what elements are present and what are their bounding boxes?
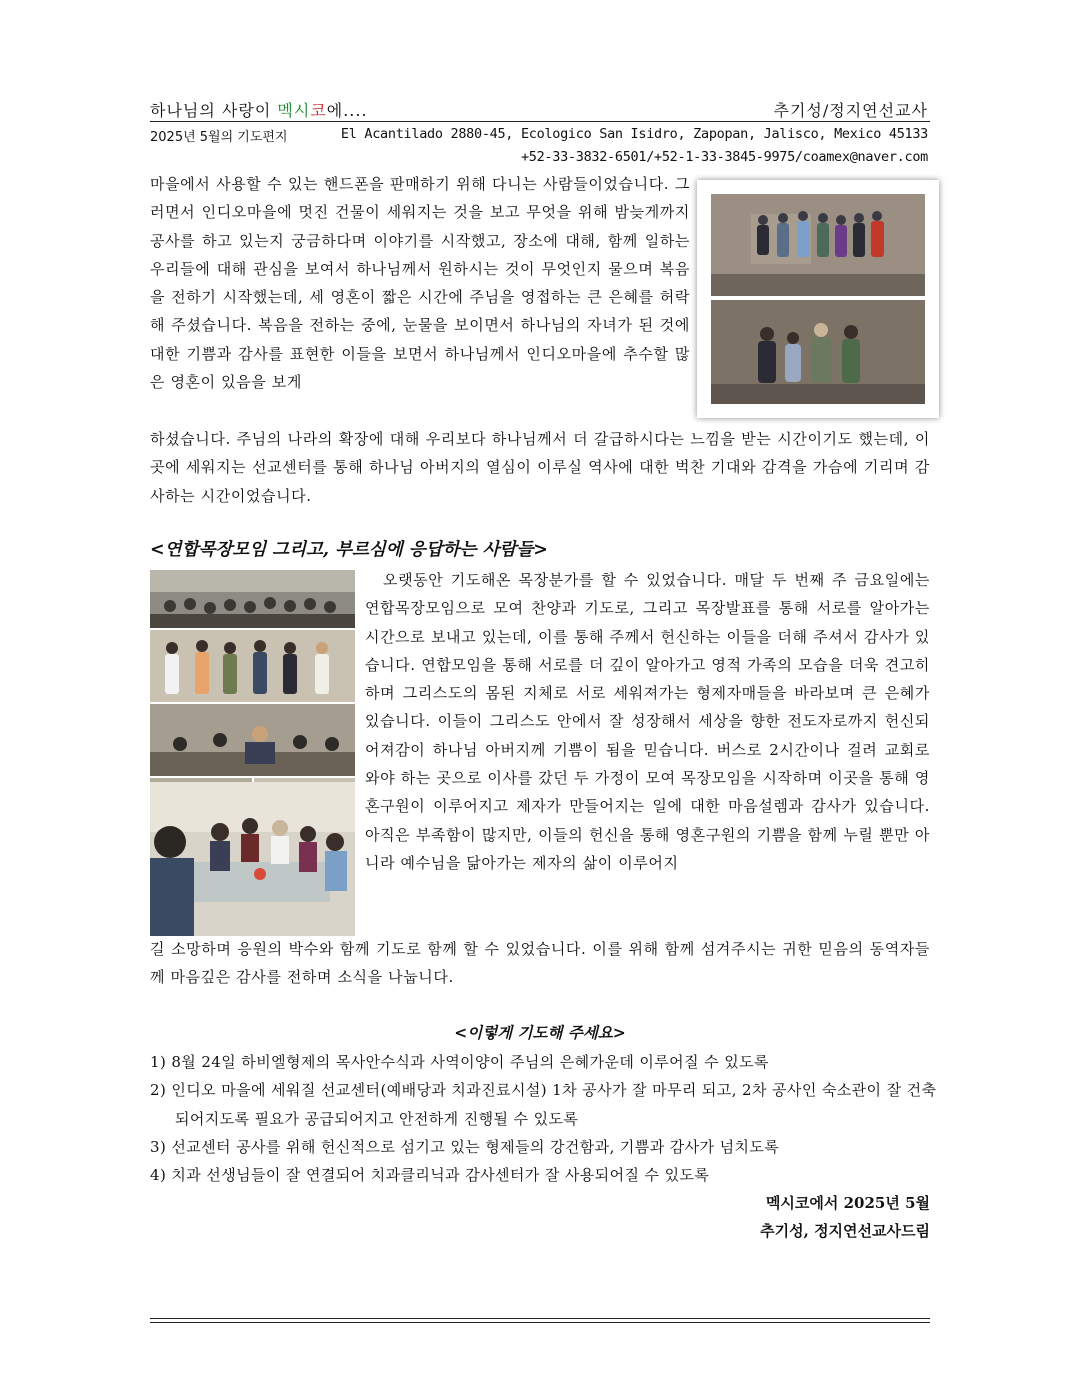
- footer-rule-second: [150, 1322, 930, 1323]
- prayer-item: 3) 선교센터 공사를 위해 헌신적으로 섬기고 있는 형제들의 강건함과, 기쁨과 감사가 넘치도록: [150, 1137, 780, 1156]
- closing-date: 멕시코에서 2025년 5월: [765, 1194, 930, 1212]
- members-photo: [150, 630, 355, 702]
- paragraph-3: 오랫동안 기도해온 목장분가를 할 수 있었습니다. 매달 두 번째 주 금요일에는 연합목장모임으로 모여 찬양과 기도로, 그리고 목장발표를 통해 서로를 알아가는 시간으로 보내고 있는데, 이를 통해 주께서 헌신하는 이들을 더해 주셔서 감사가 있습니다. 연합모임을 통해 서로를 더 깊이 알아가고 영적 가족의 모습을 더욱 견고히 하며 그리스도의 몸된 지체로 서로 세워져가는 형제자매들을 바라보며 큰 은혜가 있습니다. 이들이 그리스도 안에서 잘 성장해서 세상을 향한 전도자로까지 헌신되어져감이 하나님 아버지께 기쁨이 됨을 믿습니다. 버스로 2시간이나 걸려 교회로 와야 하는 곳으로 이사를 갔던 두 가정이 모여 목장모임을 시작하며 이곳을 통해 영혼구원이 이루어지고 제자가 만들어지는 일에 대한 마음설렘과 감사가 있습니다. 아직은 부족함이 많지만, 이들의 헌신을 통해 영혼구원의 기쁨을 함께 누릴 뿐만 아니라 예수님을 닮아가는 제자의 삶이 이루어지: [365, 571, 930, 872]
- group-discussion-photo: [150, 704, 355, 776]
- prayer-item: 2) 인디오 마을에 세워질 선교센터(예배당과 치과진료시설) 1차 공사가 잘 마무리 되고, 2차 공사인 숙소관이 잘 건축되어지도록 필요가 공급되어지고 안전하게 진행될 수 있도록: [150, 1081, 937, 1128]
- title-text: 하나님의 사랑이: [150, 101, 278, 120]
- paragraph-2: 하셨습니다. 주님의 나라의 확장에 대해 우리보다 하나님께서 더 갈급하시다는 느낌을 받는 시간이기도 했는데, 이곳에 세워지는 선교센터를 통해 하나님 아버지의 열심이 이루실 역사에 대한 벅찬 기대와 감격을 가슴에 기리며 감사하는 시간이었습니다.: [150, 430, 930, 505]
- home-gathering-photo: [150, 782, 355, 936]
- prayer-title: <이렇게 기도해 주세요>: [454, 1023, 626, 1042]
- paragraph-4: 길 소망하며 응원의 박수와 함께 기도로 함께 할 수 있었습니다. 이를 위해 함께 섬겨주시는 귀한 믿음의 동역자들께 마음깊은 감사를 전하며 소식을 나눕니다.: [150, 940, 930, 987]
- footer-rule: [150, 1318, 930, 1319]
- letter-date: 2025년 5월의 기도편지: [150, 130, 288, 145]
- prayer-item: 4) 치과 선생님들이 잘 연결되어 치과클리닉과 감사센터가 잘 사용되어질 수 있도록: [150, 1166, 710, 1185]
- prayer-list: [150, 1048, 940, 1189]
- header-divider: [150, 121, 930, 122]
- section-title: <연합목장모임 그리고, 부르심에 응답하는 사람들>: [150, 540, 548, 560]
- address: El Acantilado 2880-45, Ecologico San Isidro, Zapopan, Jalisco, Mexico 45133: [340, 126, 928, 142]
- paragraph-1: 마을에서 사용할 수 있는 핸드폰을 판매하기 위해 다니는 사람들이었습니다. 그러면서 인디오마을에 멋진 건물이 세워지는 것을 보고 무엇을 위해 밤늦게까지 공사를 하고 있는지 궁금하다며 이야기를 시작했고, 장소에 대해, 함께 일하는 우리들에 대해 관심을 보여서 하나님께서 원하시는 것이 무엇인지 물으며 복음을 전하기 시작했는데, 세 영혼이 짧은 시간에 주님을 영접하는 큰 은혜를 허락해 주셨습니다. 복음을 전하는 중에, 눈물을 보이면서 하나님의 자녀가 된 것에 대한 기쁨과 감사를 표현한 이들을 보면서 하나님께서 인디오마을에 추수할 많은 영혼이 있음을 보게: [150, 175, 690, 392]
- group-photo-top: [711, 194, 925, 296]
- author: 추기성/정지연선교사: [773, 101, 928, 120]
- worship-photo: [150, 570, 355, 628]
- contact-info: +52-33-3832-6501/+52-1-33-3845-9975/coamex@naver.com: [520, 149, 928, 165]
- letter-title: [150, 98, 368, 121]
- closing-signature: 추기성, 정지연선교사드림: [760, 1222, 930, 1240]
- title-suffix: 에....: [326, 101, 368, 120]
- title-green-text: 멕시: [277, 101, 311, 120]
- group-photo-bottom: [711, 300, 925, 404]
- photo-frame-group: [697, 180, 939, 418]
- title-red-text: 코: [310, 101, 327, 120]
- prayer-item: 1) 8월 24일 하비엘형제의 목사안수식과 사역이양이 주님의 은혜가운데 이루어질 수 있도록: [150, 1053, 769, 1071]
